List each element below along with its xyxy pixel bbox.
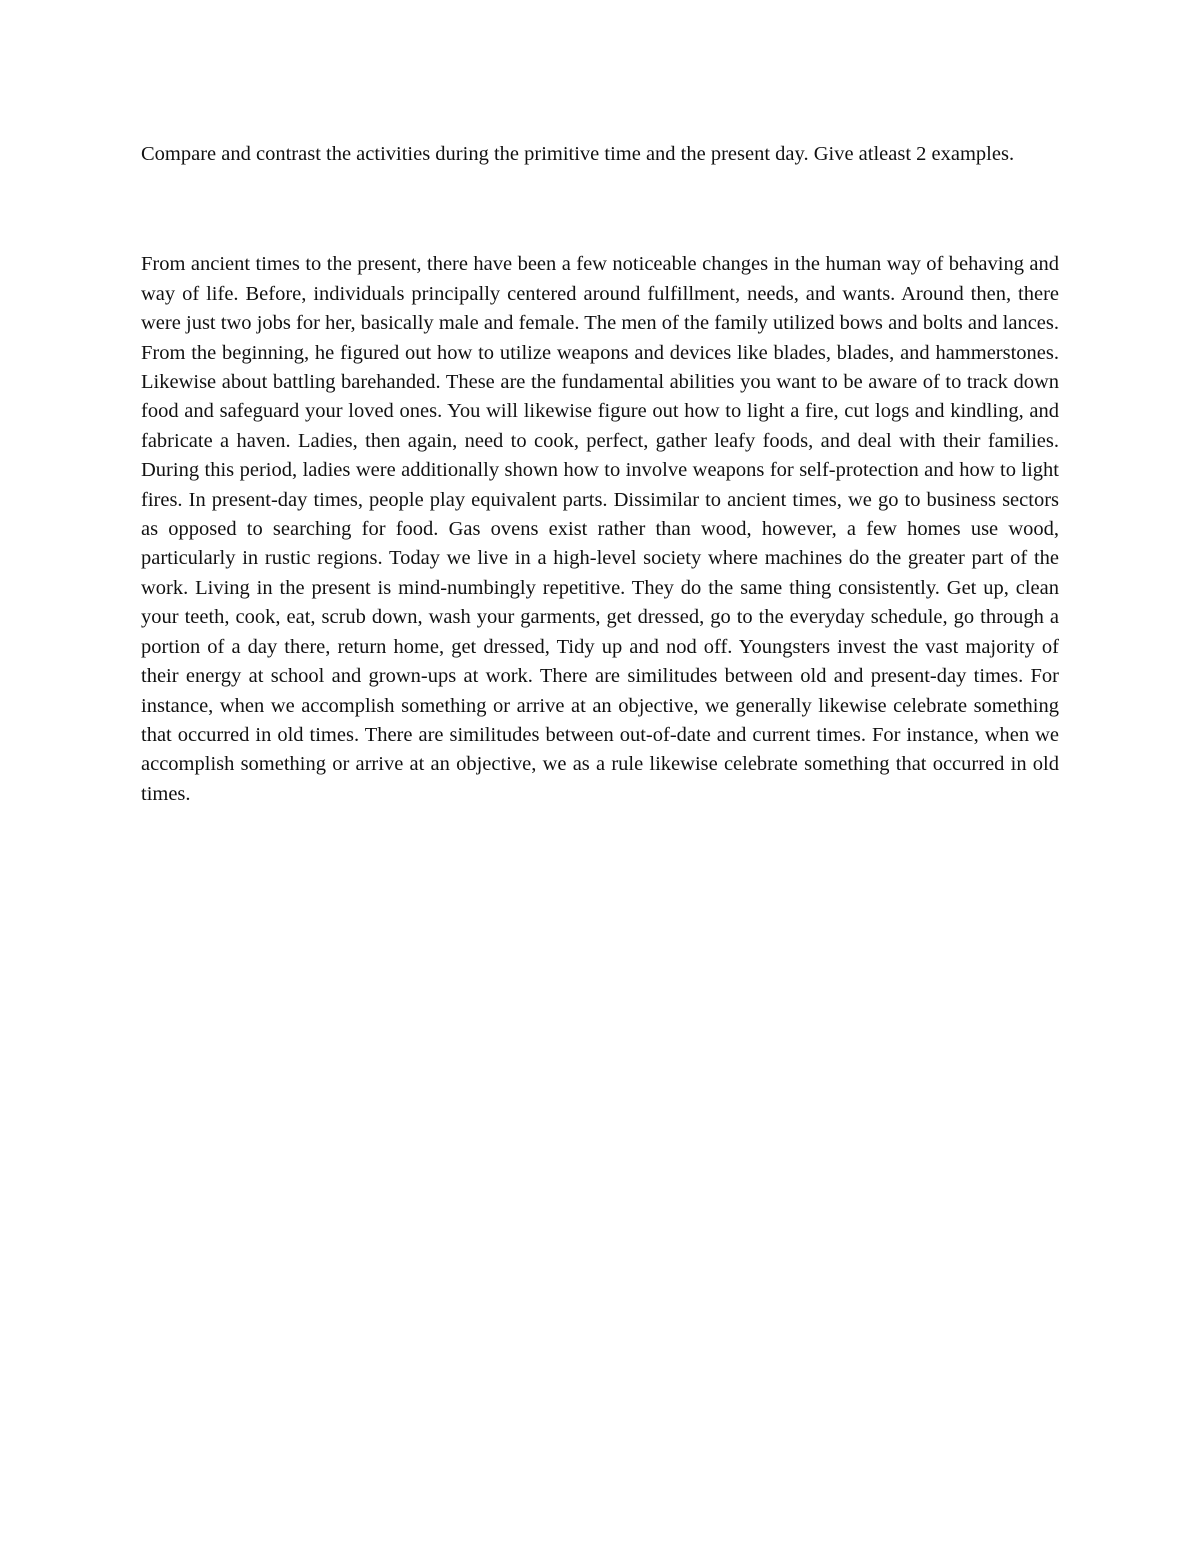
document-body — [141, 140, 1059, 809]
question-text: Compare and contrast the activities during the primitive time and the present day. Give atleast 2 examples. — [141, 143, 1015, 165]
answer-paragraph: From ancient times to the present, there have been a few noticeable changes in the human way of behaving and way of life. Before, individuals principally centered around fulfillment, needs, and wants. Around then, there were just two jobs for her, basically male and female. The men of the family utilized bows and bolts and lances. From the beginning, he figured out how to utilize weapons and devices like blades, blades, and hammerstones. Likewise about battling barehanded. These are the fundamental abilities you want to be aware of to track down food and safeguard your loved ones. You will likewise figure out how to light a fire, cut logs and kindling, and fabricate a haven. Ladies, then again, need to cook, perfect, gather leafy foods, and deal with their families. During this period, ladies were additionally shown how to involve weapons for self-protection and how to light fires. In present-day times, people play equivalent parts. Dissimilar to ancient times, we go to business sectors as opposed to searching for food. Gas ovens exist rather than wood, however, a few homes use wood, particularly in rustic regions. Today we live in a high-level society where machines do the greater part of the work. Living in the present is mind-numbingly repetitive. They do the same thing consistently. Get up, clean your teeth, cook, eat, scrub down, wash your garments, get dressed, go to the everyday schedule, go through a portion of a day there, return home, get dressed, Tidy up and nod off. Youngsters invest the vast majority of their energy at school and grown-ups at work. There are similitudes between old and present-day times. For instance, when we accomplish something or arrive at an objective, we generally likewise celebrate something that occurred in old times. There are similitudes between out-of-date and current times. For instance, when we accomplish something or arrive at an objective, we as a rule likewise celebrate something that occurred in old times. — [141, 253, 1059, 805]
